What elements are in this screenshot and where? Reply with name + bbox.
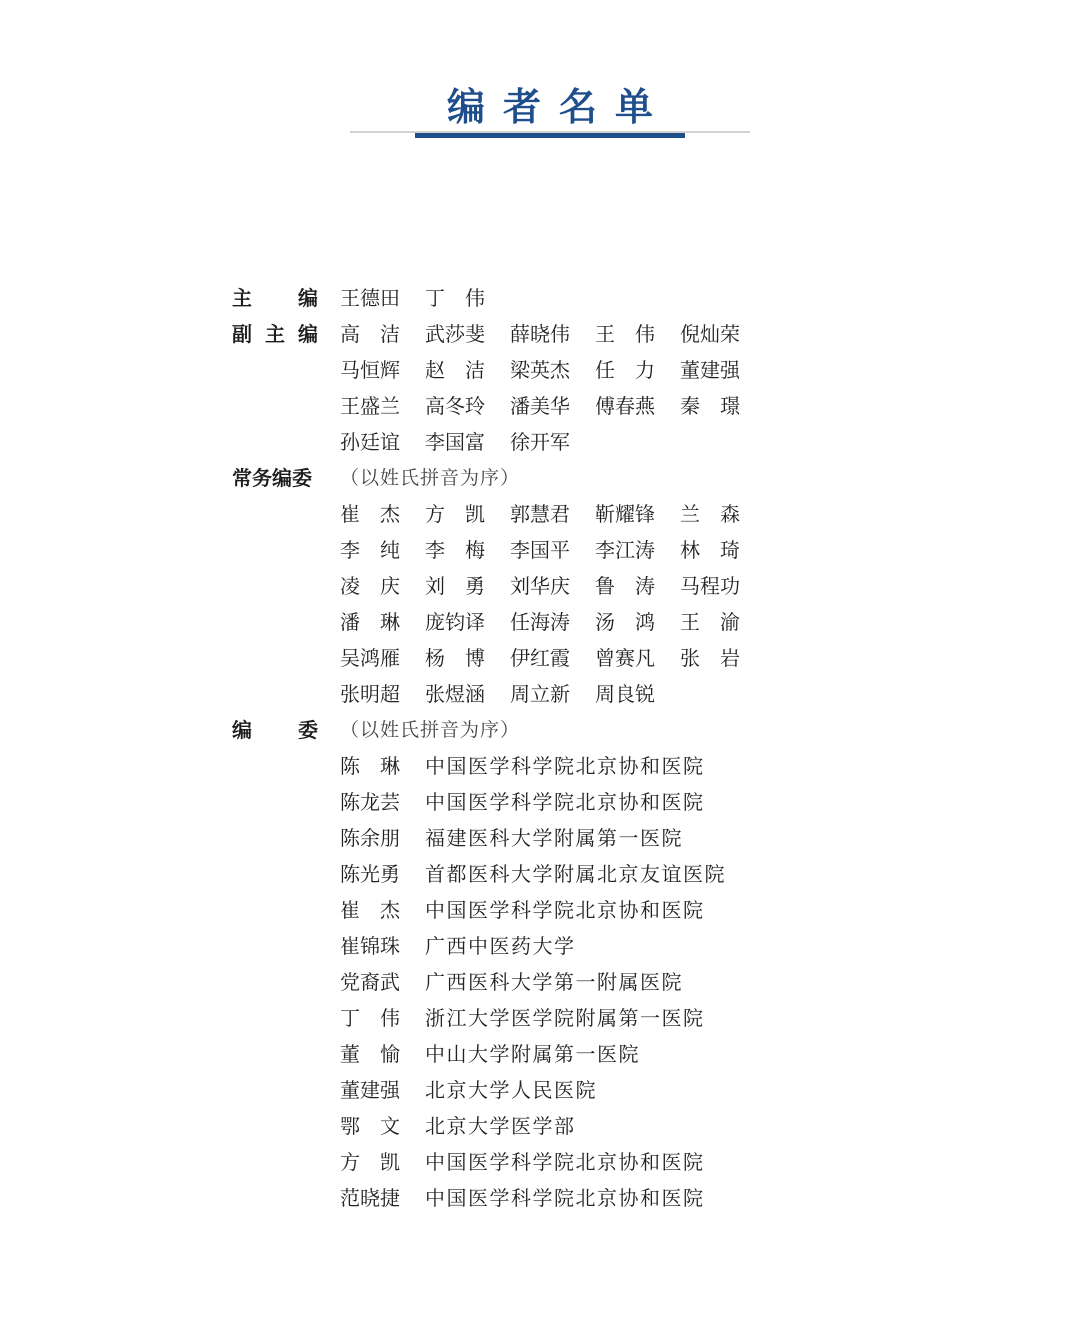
person-name: 凌 庆 bbox=[340, 574, 400, 598]
list-item bbox=[340, 1180, 726, 1216]
person-name: 周立新 bbox=[510, 682, 570, 706]
person-name: 兰 森 bbox=[680, 502, 740, 526]
name-row bbox=[340, 316, 765, 352]
person-name: 林 琦 bbox=[680, 538, 740, 562]
affiliation: 中国医学科学院北京协和医院 bbox=[425, 1186, 705, 1210]
person-name: 马程功 bbox=[680, 574, 740, 598]
person-name: 庞钧译 bbox=[425, 610, 485, 634]
person-name: 丁 伟 bbox=[425, 286, 485, 310]
person-name: 李 梅 bbox=[425, 538, 485, 562]
person-name: 董 愉 bbox=[340, 1042, 400, 1066]
person-name: 倪灿荣 bbox=[680, 322, 740, 346]
affiliation: 中国医学科学院北京协和医院 bbox=[425, 898, 705, 922]
name-row bbox=[340, 424, 765, 460]
person-name: 潘 琳 bbox=[340, 610, 400, 634]
person-name: 杨 博 bbox=[425, 646, 485, 670]
name-row bbox=[340, 604, 765, 640]
name-row bbox=[340, 676, 765, 712]
list-item bbox=[340, 1000, 726, 1036]
list-item bbox=[340, 748, 726, 784]
person-name: 陈 琳 bbox=[340, 754, 400, 778]
name-row bbox=[340, 640, 765, 676]
affiliation: 北京大学人民医院 bbox=[425, 1078, 597, 1102]
affiliation: 广西医科大学第一附属医院 bbox=[425, 970, 683, 994]
person-name: 崔锦珠 bbox=[340, 934, 400, 958]
person-name: 刘华庆 bbox=[510, 574, 570, 598]
person-name: 郭慧君 bbox=[510, 502, 570, 526]
person-name: 赵 洁 bbox=[425, 358, 485, 382]
person-name: 王盛兰 bbox=[340, 394, 400, 418]
affiliation: 中国医学科学院北京协和医院 bbox=[425, 754, 705, 778]
person-name: 范晓捷 bbox=[340, 1186, 400, 1210]
person-name: 吴鸿雁 bbox=[340, 646, 400, 670]
page-title: 编者名单 bbox=[446, 85, 671, 129]
person-name: 薛晓伟 bbox=[510, 322, 570, 346]
name-row bbox=[340, 352, 765, 388]
person-name: 王 伟 bbox=[595, 322, 655, 346]
name-rows bbox=[340, 460, 765, 712]
affiliation: 中国医学科学院北京协和医院 bbox=[425, 790, 705, 814]
person-name: 高 洁 bbox=[340, 322, 400, 346]
list-item bbox=[340, 964, 726, 1000]
person-name: 秦 璟 bbox=[680, 394, 740, 418]
list-item bbox=[340, 784, 726, 820]
person-name: 汤 鸿 bbox=[595, 610, 655, 634]
list-item bbox=[340, 820, 726, 856]
person-name: 伊红霞 bbox=[510, 646, 570, 670]
list-item bbox=[340, 892, 726, 928]
person-name: 任海涛 bbox=[510, 610, 570, 634]
person-name: 王德田 bbox=[340, 286, 400, 310]
section-label: 主 编 bbox=[232, 286, 318, 310]
person-name: 党裔武 bbox=[340, 970, 400, 994]
person-name: 刘 勇 bbox=[425, 574, 485, 598]
person-name: 傅春燕 bbox=[595, 394, 655, 418]
person-name: 任 力 bbox=[595, 358, 655, 382]
person-name: 张明超 bbox=[340, 682, 400, 706]
person-name: 陈龙芸 bbox=[340, 790, 400, 814]
name-row bbox=[340, 568, 765, 604]
person-name: 李江涛 bbox=[595, 538, 655, 562]
person-name: 丁 伟 bbox=[340, 1006, 400, 1030]
title-underline-accent bbox=[415, 133, 685, 138]
person-name: 孙廷谊 bbox=[340, 430, 400, 454]
person-name: 陈光勇 bbox=[340, 862, 400, 886]
person-name: 方 凯 bbox=[425, 502, 485, 526]
person-name: 徐开军 bbox=[510, 430, 570, 454]
person-name: 崔 杰 bbox=[340, 898, 400, 922]
name-row bbox=[340, 496, 765, 532]
person-name: 鄂 文 bbox=[340, 1114, 400, 1138]
section-label: 常务编委 bbox=[232, 466, 312, 490]
person-name: 李 纯 bbox=[340, 538, 400, 562]
affiliation: 广西中医药大学 bbox=[425, 934, 576, 958]
list-item bbox=[340, 856, 726, 892]
person-name: 李国富 bbox=[425, 430, 485, 454]
affiliation: 北京大学医学部 bbox=[425, 1114, 576, 1138]
section-label: 编 委 bbox=[232, 718, 318, 742]
person-name: 潘美华 bbox=[510, 394, 570, 418]
person-name: 董建强 bbox=[680, 358, 740, 382]
name-row bbox=[340, 280, 510, 316]
person-name: 张煜涵 bbox=[425, 682, 485, 706]
person-name: 鲁 涛 bbox=[595, 574, 655, 598]
person-name: 张 岩 bbox=[680, 646, 740, 670]
name-row bbox=[340, 532, 765, 568]
person-name: 李国平 bbox=[510, 538, 570, 562]
person-name: 陈余朋 bbox=[340, 826, 400, 850]
member-rows bbox=[340, 712, 726, 1216]
list-item bbox=[340, 1072, 726, 1108]
order-note: （以姓氏拼音为序） bbox=[340, 719, 521, 741]
section-label: 副 主 编 bbox=[232, 322, 318, 346]
affiliation: 福建医科大学附属第一医院 bbox=[425, 826, 683, 850]
affiliation: 浙江大学医学院附属第一医院 bbox=[425, 1006, 705, 1030]
person-name: 曾赛凡 bbox=[595, 646, 655, 670]
person-name: 武莎斐 bbox=[425, 322, 485, 346]
person-name: 梁英杰 bbox=[510, 358, 570, 382]
name-rows bbox=[340, 280, 510, 316]
list-item bbox=[340, 1036, 726, 1072]
order-note: （以姓氏拼音为序） bbox=[340, 467, 521, 489]
person-name: 方 凯 bbox=[340, 1150, 400, 1174]
affiliation: 中山大学附属第一医院 bbox=[425, 1042, 640, 1066]
person-name: 崔 杰 bbox=[340, 502, 400, 526]
person-name: 靳耀锋 bbox=[595, 502, 655, 526]
affiliation: 首都医科大学附属北京友谊医院 bbox=[425, 862, 726, 886]
list-item bbox=[340, 1144, 726, 1180]
person-name: 周良锐 bbox=[595, 682, 655, 706]
affiliation: 中国医学科学院北京协和医院 bbox=[425, 1150, 705, 1174]
name-rows bbox=[340, 316, 765, 460]
person-name: 马恒辉 bbox=[340, 358, 400, 382]
list-item bbox=[340, 928, 726, 964]
person-name: 董建强 bbox=[340, 1078, 400, 1102]
name-row bbox=[340, 388, 765, 424]
person-name: 王 渝 bbox=[680, 610, 740, 634]
person-name: 高冬玲 bbox=[425, 394, 485, 418]
list-item bbox=[340, 1108, 726, 1144]
